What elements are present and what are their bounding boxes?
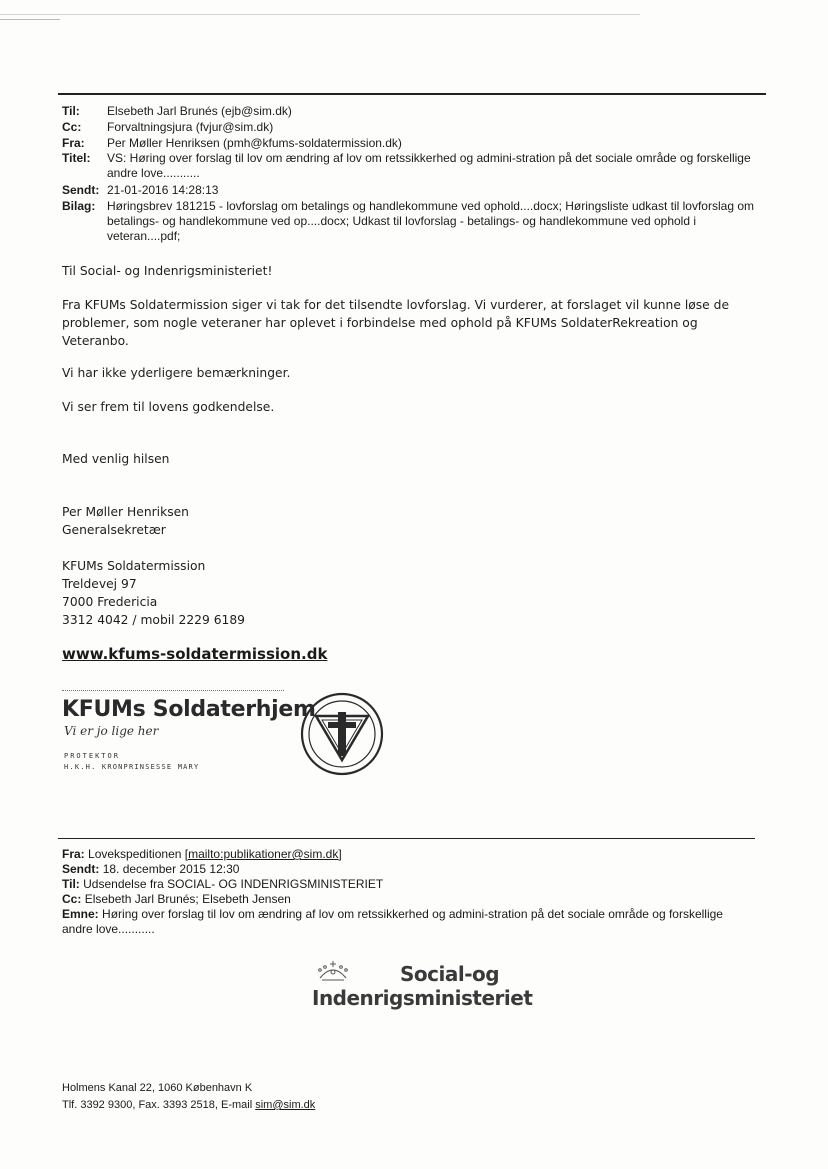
fw-subject-label: Emne: [62,907,99,921]
org-street: Treldevej 97 [62,577,137,591]
attachments-value: Høringsbrev 181215 - lovforslag om betalings og handlekommune ved ophold....docx; Høringsliste udkast til lovforslag om betalings- og handlekommune ved op....docx; Udkast til lovforslag - betalings- og handlekommune ved ophold i veteran....pdf; [107,199,754,243]
ministry-name-line1: Social-og [400,962,500,986]
org-city: 7000 Fredericia [62,595,158,609]
fw-from-value: Lovekspeditionen [88,847,182,861]
body-paragraph-1: Fra KFUMs Soldatermission siger vi tak for det tilsendte lovforslag. Vi vurderer, at forslaget vil kunne løse de problemer, som nogle veteraner har oplevet i forbindelse med ophold på KFUMs SoldaterRekreation og Veteranbo. [62,298,730,348]
forwarded-sent-row [62,862,762,877]
sent-value: 21-01-2016 14:28:13 [107,183,219,197]
forwarded-from-row [62,847,762,862]
org-phone: 3312 4042 / mobil 2229 6189 [62,613,246,627]
fw-sent-label: Sendt: [62,862,100,876]
crown-icon [314,958,352,984]
sent-label: Sendt: [62,183,100,197]
fw-from-label: Fra: [62,847,85,861]
title-label: Titel: [62,151,91,165]
protector-label: PROTEKTOR [64,752,120,760]
scan-artifact-line [0,14,640,15]
title-value: VS: Høring over forslag til lov om ændring af lov om retssikkerhed og admini-stration på det sociale område og forskellige andre love........... [107,151,751,180]
body-paragraph-2: Vi har ikke yderligere bemærkninger. [62,366,291,380]
signer-title: Generalsekretær [62,523,166,537]
closing: Med venlig hilsen [62,452,170,466]
from-value: Per Møller Henriksen (pmh@kfums-soldatermission.dk) [107,136,402,150]
scan-artifact-line-short [0,19,60,20]
fw-from-mailto-link[interactable]: [mailto:publikationer@sim.dk] [184,847,342,861]
fw-cc-label: Cc: [62,892,82,906]
signer-name: Per Møller Henriksen [62,505,189,519]
footer-contact [62,1098,315,1112]
from-label: Fra: [62,136,85,150]
fw-to-label: Til: [62,877,80,891]
logo-dotted-rule [62,690,284,691]
protector-name: H.K.H. KRONPRINSESSE MARY [64,763,200,771]
body-paragraph-3: Vi ser frem til lovens godkendelse. [62,400,275,414]
ministry-name-line2: Indenrigsministeriet [312,986,533,1010]
to-label: Til: [62,104,80,118]
forwarded-subject-row [62,907,742,937]
footer-email-link[interactable]: sim@sim.dk [255,1099,316,1111]
attachments-label: Bilag: [62,199,96,213]
salutation: Til Social- og Indenrigsministeriet! [62,264,273,278]
forwarded-to-row [62,877,762,892]
website-link[interactable]: www.kfums-soldatermission.dk [62,645,328,663]
header-rule [58,93,766,95]
forwarded-cc-row [62,892,762,907]
cc-label: Cc: [62,120,82,134]
kfum-emblem-icon [300,692,384,776]
brand-name: KFUMs Soldaterhjem [62,697,316,722]
to-value: Elsebeth Jarl Brunés (ejb@sim.dk) [107,104,292,118]
cc-value: Forvaltningsjura (fvjur@sim.dk) [107,120,274,134]
footer-contact-text: Tlf. 3392 9300, Fax. 3393 2518, E-mail [62,1099,256,1111]
fw-sent-value: 18. december 2015 12:30 [102,862,240,876]
org-name: KFUMs Soldatermission [62,559,206,573]
fw-to-value: Udsendelse fra SOCIAL- OG INDENRIGSMINISTERIET [83,877,384,891]
forward-separator-rule [58,838,755,839]
fw-subject-value: Høring over forslag til lov om ændring af lov om retssikkerhed og admini-stration på det sociale område og forskellige andre love........... [62,907,723,936]
footer-address: Holmens Kanal 22, 1060 København K [62,1082,253,1094]
brand-tagline: Vi er jo lige her [64,724,159,738]
fw-cc-value: Elsebeth Jarl Brunés; Elsebeth Jensen [84,892,291,906]
